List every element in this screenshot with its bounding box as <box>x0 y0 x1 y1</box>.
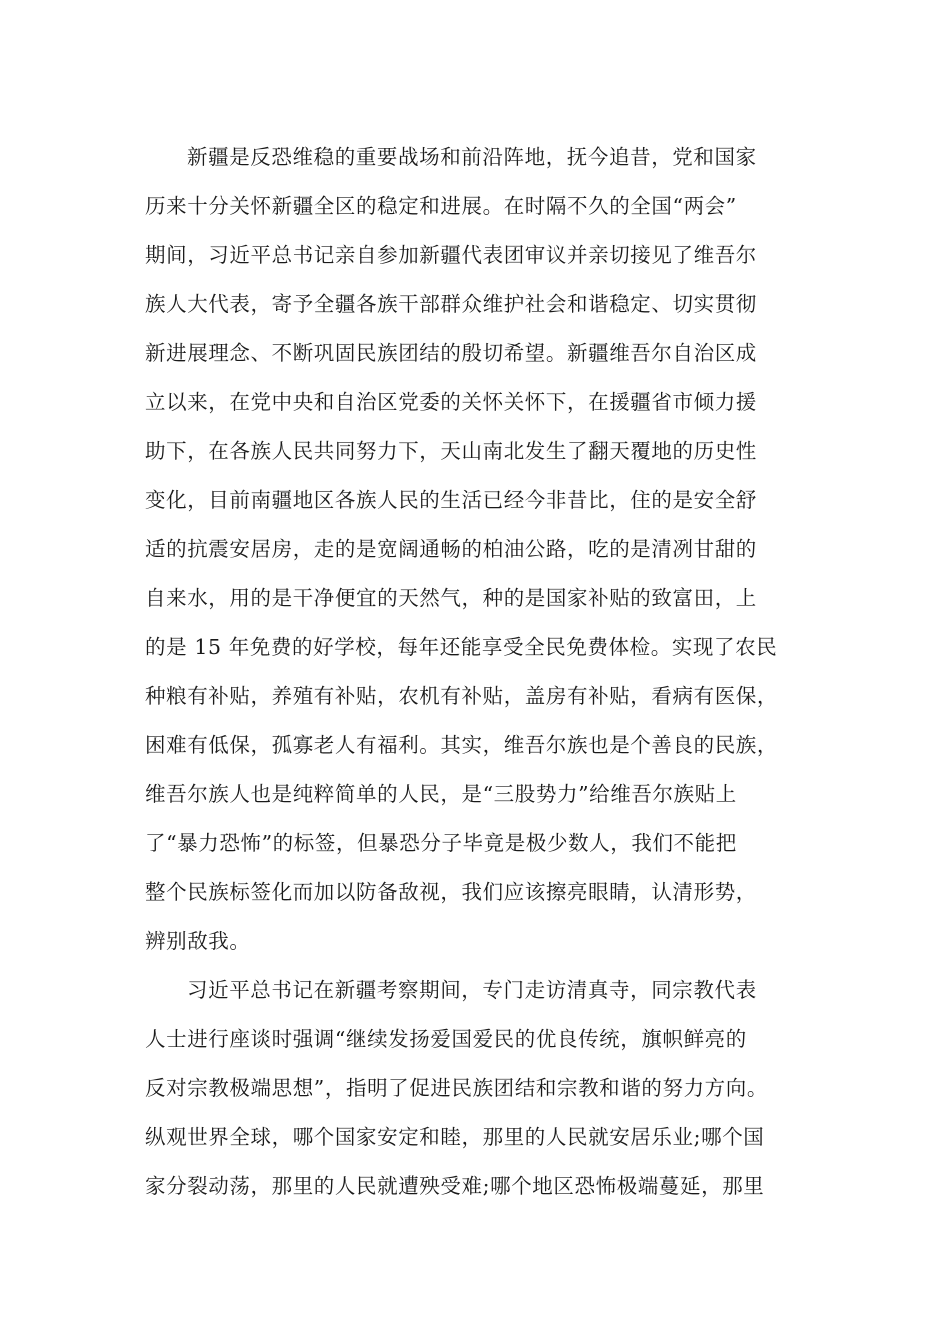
text-line: 维吾尔族人也是纯粹简单的人民，是“三股势力”给维吾尔族贴上 <box>145 782 737 806</box>
text-line: 自来水，用的是干净便宜的天然气，种的是国家补贴的致富田，上 <box>145 586 757 610</box>
text-line: 困难有低保，孤寡老人有福利。其实，维吾尔族也是个善良的民族， <box>145 733 778 757</box>
text-line: 习近平总书记在新疆考察期间，专门走访清真寺，同宗教代表 <box>187 978 757 1002</box>
body-text <box>145 133 825 1211</box>
text-line: 家分裂动荡，那里的人民就遭殃受难;哪个地区恐怖极端蔓延，那里 <box>145 1174 765 1198</box>
paragraph-1 <box>145 133 825 966</box>
text-line: 期间，习近平总书记亲自参加新疆代表团审议并亲切接见了维吾尔 <box>145 243 757 267</box>
text-line: 整个民族标签化而加以防备敌视，我们应该擦亮眼睛，认清形势， <box>145 880 757 904</box>
text-line: 的是 15 年免费的好学校，每年还能享受全民免费体检。实现了农民 <box>145 635 778 659</box>
text-line: 人士进行座谈时强调“继续发扬爱国爱民的优良传统，旗帜鲜亮的 <box>145 1027 747 1051</box>
text-line: 纵观世界全球，哪个国家安定和睦，那里的人民就安居乐业;哪个国 <box>145 1125 765 1149</box>
paragraph-2 <box>145 966 825 1211</box>
text-line: 历来十分关怀新疆全区的稳定和进展。在时隔不久的全国“两会” <box>145 194 737 218</box>
text-line: 新疆是反恐维稳的重要战场和前沿阵地，抚今追昔，党和国家 <box>187 145 757 169</box>
text-line: 变化，目前南疆地区各族人民的生活已经今非昔比，住的是安全舒 <box>145 488 757 512</box>
text-line: 适的抗震安居房，走的是宽阔通畅的柏油公路，吃的是清冽甘甜的 <box>145 537 757 561</box>
text-line: 新进展理念、不断巩固民族团结的殷切希望。新疆维吾尔自治区成 <box>145 341 757 365</box>
text-line: 种粮有补贴，养殖有补贴，农机有补贴，盖房有补贴，看病有医保， <box>145 684 778 708</box>
text-line: 立以来，在党中央和自治区党委的关怀关怀下，在援疆省市倾力援 <box>145 390 757 414</box>
text-line: 族人大代表，寄予全疆各族干部群众维护社会和谐稳定、切实贯彻 <box>145 292 757 316</box>
text-line: 反对宗教极端思想”，指明了促进民族团结和宗教和谐的努力方向。 <box>145 1076 768 1100</box>
text-line: 辨别敌我。 <box>145 929 251 953</box>
text-line: 助下，在各族人民共同努力下，天山南北发生了翻天覆地的历史性 <box>145 439 757 463</box>
text-line: 了“暴力恐怖”的标签，但暴恐分子毕竟是极少数人，我们不能把 <box>145 831 737 855</box>
